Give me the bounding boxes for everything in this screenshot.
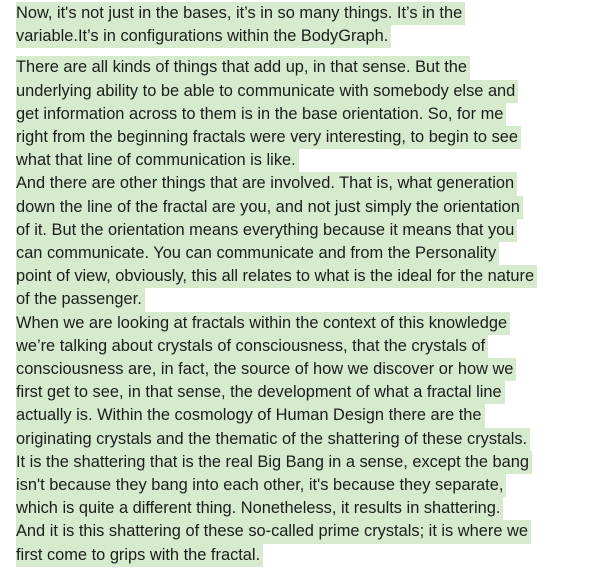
highlighted-line: underlying ability to be able to communicate with somebody else and bbox=[16, 80, 518, 103]
highlighted-line: variable.It’s in configurations within the BodyGraph. bbox=[16, 25, 391, 48]
highlighted-line: When we are looking at fractals within the context of this knowledge bbox=[16, 312, 510, 335]
highlighted-line: isn't because they bang into each other, it's because they separate, bbox=[16, 474, 506, 497]
highlighted-line: It is the shattering that is the real Big Bang in a sense, except the bang bbox=[16, 451, 532, 474]
highlighted-line: consciousness are, in fact, the source of how we discover or how we bbox=[16, 358, 516, 381]
document-body bbox=[16, 2, 586, 567]
highlighted-line: of it. But the orientation means everything because it means that you bbox=[16, 219, 517, 242]
highlighted-line: what that line of communication is like. bbox=[16, 149, 299, 172]
highlighted-line: There are all kinds of things that add up, in that sense. But the bbox=[16, 56, 470, 79]
highlighted-line: actually is. Within the cosmology of Human Design there are the bbox=[16, 404, 485, 427]
highlighted-line: get information across to them is in the base orientation. So, for me bbox=[16, 103, 506, 126]
highlighted-line: point of view, obviously, this all relates to what is the ideal for the nature bbox=[16, 265, 537, 288]
highlighted-line: And there are other things that are involved. That is, what generation bbox=[16, 172, 517, 195]
highlighted-line: of the passenger. bbox=[16, 288, 145, 311]
paragraph-2 bbox=[16, 56, 586, 172]
highlighted-line: Now, it's not just in the bases, it’s in so many things. It’s in the bbox=[16, 2, 465, 25]
paragraph-4 bbox=[16, 312, 586, 567]
highlighted-line: which is quite a different thing. Nonetheless, it results in shattering. bbox=[16, 497, 503, 520]
highlighted-line: we’re talking about crystals of consciousness, that the crystals of bbox=[16, 335, 488, 358]
paragraph-3 bbox=[16, 172, 586, 311]
paragraph-1 bbox=[16, 2, 586, 48]
highlighted-line: down the line of the fractal are you, and not just simply the orientation bbox=[16, 196, 523, 219]
highlighted-line: And it is this shattering of these so-called prime crystals; it is where we bbox=[16, 520, 531, 543]
highlighted-line: first come to grips with the fractal. bbox=[16, 544, 263, 567]
highlighted-line: originating crystals and the thematic of the shattering of these crystals. bbox=[16, 428, 530, 451]
highlighted-line: right from the beginning fractals were very interesting, to begin to see bbox=[16, 126, 521, 149]
highlighted-line: can communicate. You can communicate and from the Personality bbox=[16, 242, 499, 265]
highlighted-line: first get to see, in that sense, the development of what a fractal line bbox=[16, 381, 505, 404]
